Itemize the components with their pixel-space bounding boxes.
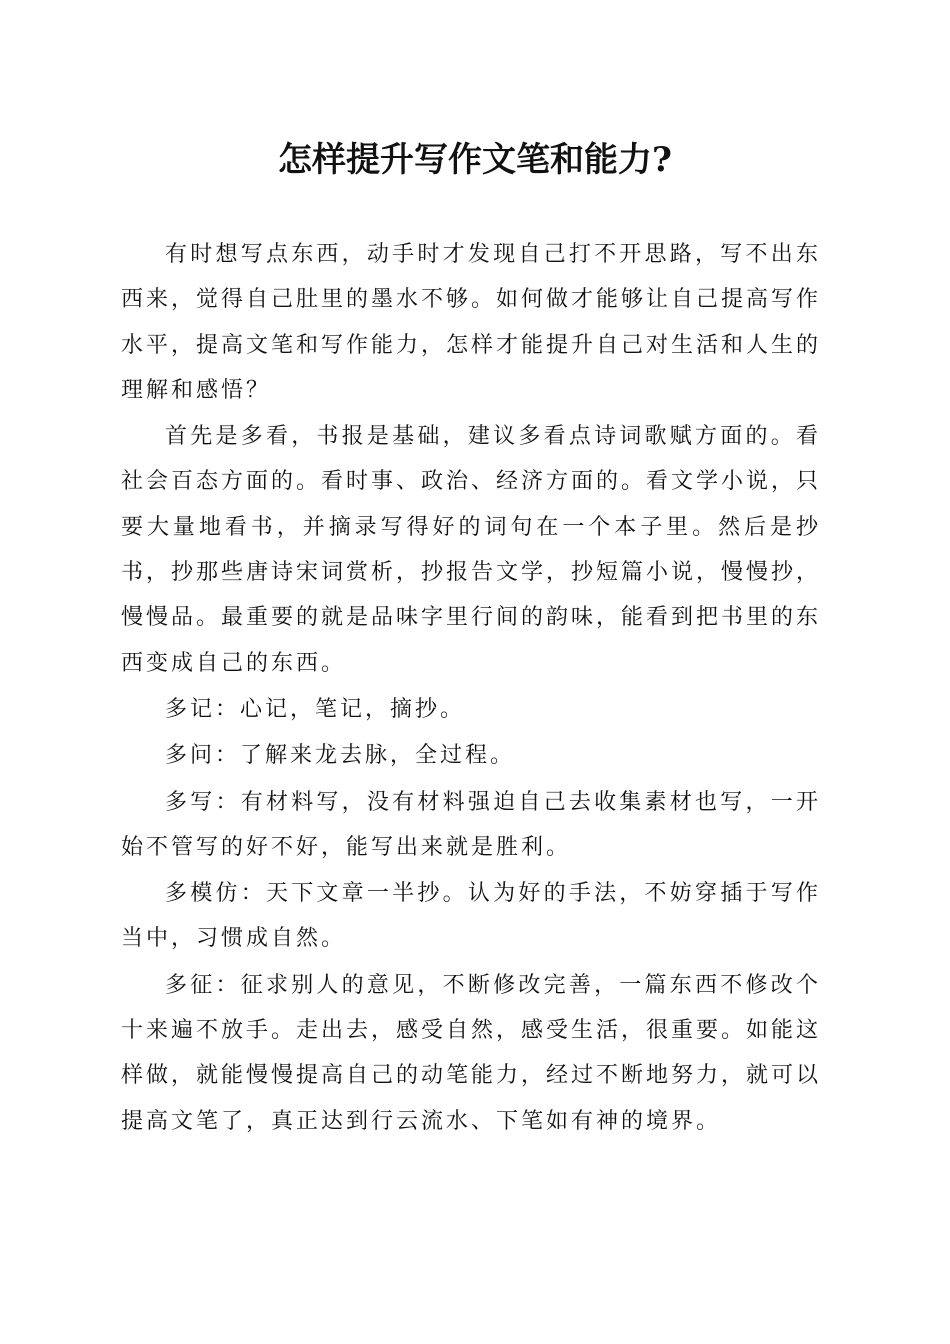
paragraph-read-more: 首先是多看，书报是基础，建议多看点诗词歌赋方面的。看社会百态方面的。看时事、政治、经济方面的。看文学小说，只要大量地看书，并摘录写得好的词句在一个本子里。然后是抄书，抄那些唐诗宋词赏析，抄报告文学，抄短篇小说，慢慢抄，慢慢品。最重要的就是品味字里行间的韵味，能看到把书里的东西变成自己的东西。 <box>121 424 822 676</box>
document-title: 怎样提升写作文笔和能力? <box>278 140 672 180</box>
paragraph-ask-more: 多问：了解来龙去脉，全过程。 <box>165 743 516 769</box>
paragraph-note-more: 多记：心记，笔记，摘抄。 <box>165 696 466 722</box>
paragraph-write-more: 多写：有材料写，没有材料强迫自己去收集素材也写，一开始不管写的好不好，能写出来就是胜利。 <box>121 789 821 860</box>
document-body <box>121 232 821 1145</box>
paragraph-intro: 有时想写点东西，动手时才发现自己打不开思路，写不出东西来，觉得自己肚里的墨水不够。如何做才能够让自己提高写作水平，提高文笔和写作能力，怎样才能提升自己对生活和人生的理解和感悟？ <box>121 242 822 403</box>
paragraph-imitate-more: 多模仿：天下文章一半抄。认为好的手法，不妨穿插于写作当中，习惯成自然。 <box>121 881 821 952</box>
paragraph-seek-advice: 多征：征求别人的意见，不断修改完善，一篇东西不修改个十来遍不放手。走出去，感受自然，感受生活，很重要。如能这样做，就能慢慢提高自己的动笔能力，经过不断地努力，就可以提高文笔了，真正达到行云流水、下笔如有神的境界。 <box>121 972 822 1134</box>
